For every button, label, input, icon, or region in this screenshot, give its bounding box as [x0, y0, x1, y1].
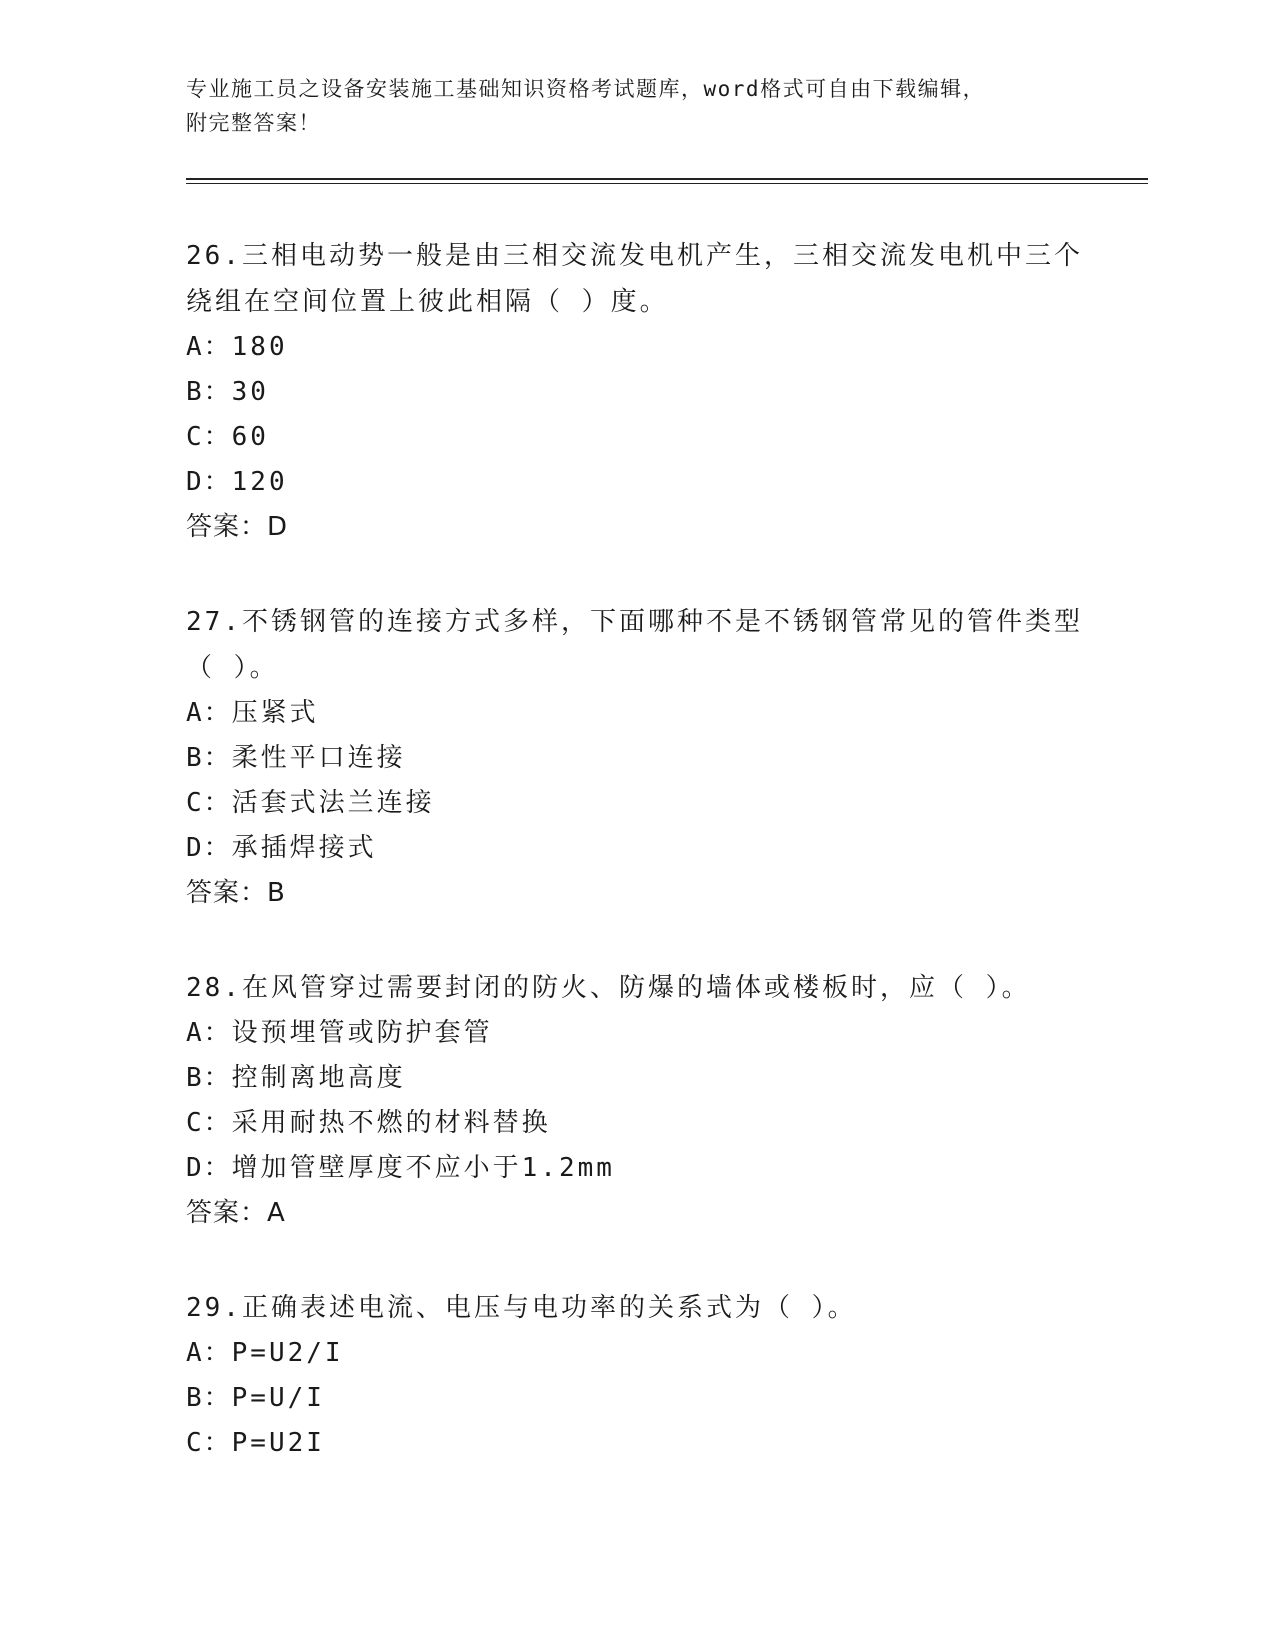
option-b: [186, 1376, 1146, 1421]
option-label: B：: [186, 743, 232, 773]
answer: 答案：A: [186, 1198, 286, 1228]
option-text: 增加管壁厚度不应小于1.2mm: [231, 1153, 615, 1183]
option-text: 120: [231, 467, 288, 497]
question-text: [186, 1285, 1146, 1331]
question-line: （ ）。: [186, 653, 279, 683]
option-a: [186, 1331, 1146, 1376]
option-label: A：: [186, 332, 232, 362]
option-label: B：: [186, 377, 232, 407]
header-line: 专业施工员之设备安装施工基础知识资格考试题库，word格式可自由下载编辑，: [186, 77, 986, 101]
option-a: [186, 1011, 1146, 1056]
option-label: C：: [186, 788, 232, 818]
option-text: P=U2/I: [231, 1338, 344, 1368]
question-line: 28.在风管穿过需要封闭的防火、防爆的墙体或楼板时，应（ ）。: [186, 973, 1031, 1003]
document-page: [186, 0, 1146, 1650]
question-29: [186, 1285, 1146, 1466]
option-text: 活套式法兰连接: [231, 788, 435, 818]
option-text: 采用耐热不燃的材料替换: [231, 1108, 551, 1138]
question-text: [186, 233, 1146, 325]
option-c: [186, 415, 1146, 460]
option-c: [186, 781, 1146, 826]
question-28: [186, 965, 1146, 1235]
answer: 答案：B: [186, 878, 286, 908]
option-label: C：: [186, 1428, 232, 1458]
option-d: [186, 1146, 1146, 1191]
option-label: A：: [186, 1018, 232, 1048]
question-27: [186, 599, 1146, 915]
question-26: [186, 233, 1146, 549]
question-list: [186, 233, 1146, 1516]
question-line: 绕组在空间位置上彼此相隔（ ）度。: [186, 287, 669, 317]
option-text: 180: [231, 332, 288, 362]
option-text: P=U2I: [231, 1428, 325, 1458]
option-b: [186, 1056, 1146, 1101]
option-label: A：: [186, 1338, 232, 1368]
option-d: [186, 826, 1146, 871]
option-text: 60: [231, 422, 269, 452]
option-text: 设预埋管或防护套管: [231, 1018, 493, 1048]
option-text: 控制离地高度: [231, 1063, 406, 1093]
option-text: 柔性平口连接: [231, 743, 406, 773]
option-label: C：: [186, 422, 232, 452]
option-text: 承插焊接式: [231, 833, 377, 863]
question-text: [186, 599, 1146, 691]
option-d: [186, 460, 1146, 505]
option-text: P=U/I: [231, 1383, 325, 1413]
option-label: D：: [186, 467, 232, 497]
option-b: [186, 736, 1146, 781]
option-label: C：: [186, 1108, 232, 1138]
option-label: B：: [186, 1383, 232, 1413]
question-text: [186, 965, 1146, 1011]
option-a: [186, 691, 1146, 736]
option-text: 压紧式: [231, 698, 319, 728]
option-c: [186, 1421, 1146, 1466]
option-a: [186, 325, 1146, 370]
option-b: [186, 370, 1146, 415]
option-label: D：: [186, 833, 232, 863]
question-line: 29.正确表述电流、电压与电功率的关系式为（ ）。: [186, 1293, 857, 1323]
document-header: [186, 72, 1086, 140]
question-line: 27.不锈钢管的连接方式多样，下面哪种不是不锈钢管常见的管件类型: [186, 607, 1083, 637]
option-label: A：: [186, 698, 232, 728]
option-text: 30: [231, 377, 269, 407]
header-line: 附完整答案！: [186, 111, 321, 135]
header-divider: [186, 178, 1148, 184]
question-line: 26.三相电动势一般是由三相交流发电机产生，三相交流发电机中三个: [186, 241, 1083, 271]
option-label: D：: [186, 1153, 232, 1183]
answer: 答案：D: [186, 512, 289, 542]
option-label: B：: [186, 1063, 232, 1093]
option-c: [186, 1101, 1146, 1146]
